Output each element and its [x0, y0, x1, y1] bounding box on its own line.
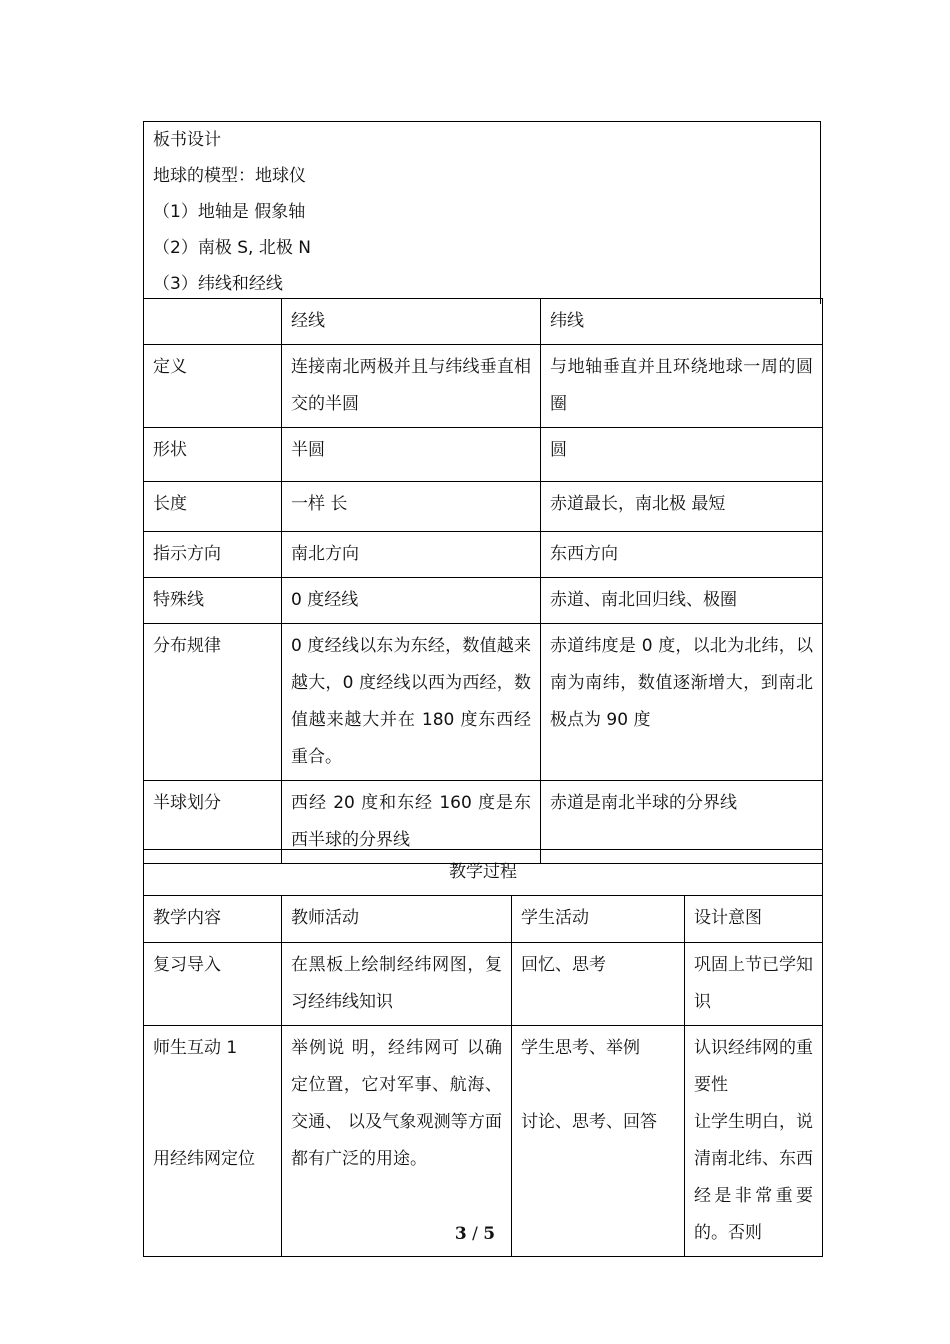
teaching-process-table [143, 849, 823, 1257]
table-row [144, 345, 823, 428]
board-line-poles: （2）南极 S, 北极 N [153, 238, 311, 258]
table-cell: 巩固上节已学知识 [685, 943, 823, 1026]
table-cell: 一样 长 [282, 482, 541, 532]
page-separator: / [466, 1224, 484, 1244]
table-row [144, 850, 823, 896]
board-design-box [143, 121, 821, 304]
table-cell: 0 度经线以东为东经，数值越来越大，0 度经线以西为西经，数值越来越大并在 180 度东西经重合。 [282, 624, 541, 781]
meridian-parallel-table [143, 298, 823, 864]
table-cell: 东西方向 [541, 532, 823, 578]
table-cell [685, 1026, 823, 1257]
table-cell: 在黑板上绘制经纬网图，复习经纬线知识 [282, 943, 512, 1026]
page-total: 5 [483, 1224, 496, 1244]
table-row [144, 578, 823, 624]
column-header: 教学内容 [144, 896, 282, 943]
design-intent: 认识经纬网的重要性 [694, 1038, 813, 1095]
table-cell: 连接南北两极并且与纬线垂直相交的半圆 [282, 345, 541, 428]
page-current: 3 [454, 1224, 467, 1244]
table-row [144, 896, 823, 943]
table-row [144, 943, 823, 1026]
table-cell: 回忆、思考 [512, 943, 685, 1026]
table-cell: 0 度经线 [282, 578, 541, 624]
table-row [144, 532, 823, 578]
table-cell: 赤道最长，南北极 最短 [541, 482, 823, 532]
row-header: 半球划分 [144, 781, 282, 864]
board-line-model: 地球的模型：地球仪 [153, 166, 306, 186]
table-row [144, 428, 823, 482]
table-cell: 南北方向 [282, 532, 541, 578]
table-row [144, 1026, 823, 1257]
table-row [144, 299, 823, 345]
column-header: 设计意图 [685, 896, 823, 943]
board-line-axis: （1）地轴是 假象轴 [153, 202, 306, 222]
column-header: 教师活动 [282, 896, 512, 943]
table-cell: 西经 20 度和东经 160 度是东西半球的分界线 [282, 781, 541, 864]
table-cell: 半圆 [282, 428, 541, 482]
table-row [144, 624, 823, 781]
row-header: 形状 [144, 428, 282, 482]
content-label: 师生互动 1 [153, 1038, 238, 1058]
table-title: 教学过程 [144, 850, 823, 896]
row-header: 特殊线 [144, 578, 282, 624]
table-cell [144, 299, 282, 345]
board-line-lines: （3）纬线和经线 [153, 274, 283, 294]
table-cell: 赤道纬度是 0 度，以北为北纬，以南为南纬，数值逐渐增大，到南北极点为 90 度 [541, 624, 823, 781]
student-activity: 学生思考、举例 [521, 1038, 640, 1058]
column-header: 经线 [282, 299, 541, 345]
row-header: 分布规律 [144, 624, 282, 781]
row-header: 指示方向 [144, 532, 282, 578]
student-activity: 讨论、思考、回答 [521, 1112, 657, 1132]
row-header: 定义 [144, 345, 282, 428]
table-row [144, 482, 823, 532]
table-cell: 赤道、南北回归线、极圈 [541, 578, 823, 624]
content-label: 用经纬网定位 [153, 1149, 255, 1169]
page-number [0, 1224, 950, 1244]
table-cell: 与地轴垂直并且环绕地球一周的圆圈 [541, 345, 823, 428]
table-cell: 赤道是南北半球的分界线 [541, 781, 823, 864]
table-cell: 圆 [541, 428, 823, 482]
table-cell [144, 1026, 282, 1257]
table-cell [512, 1026, 685, 1257]
table-cell: 复习导入 [144, 943, 282, 1026]
column-header: 纬线 [541, 299, 823, 345]
column-header: 学生活动 [512, 896, 685, 943]
board-title: 板书设计 [153, 130, 221, 150]
design-intent: 让学生明白，说清南北纬、东西经是非常重要的。否则 [694, 1112, 813, 1243]
table-cell: 举例说 明，经纬网可 以确定位置，它对军事、航海、交通、 以及气象观测等方面都有广泛的用途。 [282, 1026, 512, 1257]
row-header: 长度 [144, 482, 282, 532]
